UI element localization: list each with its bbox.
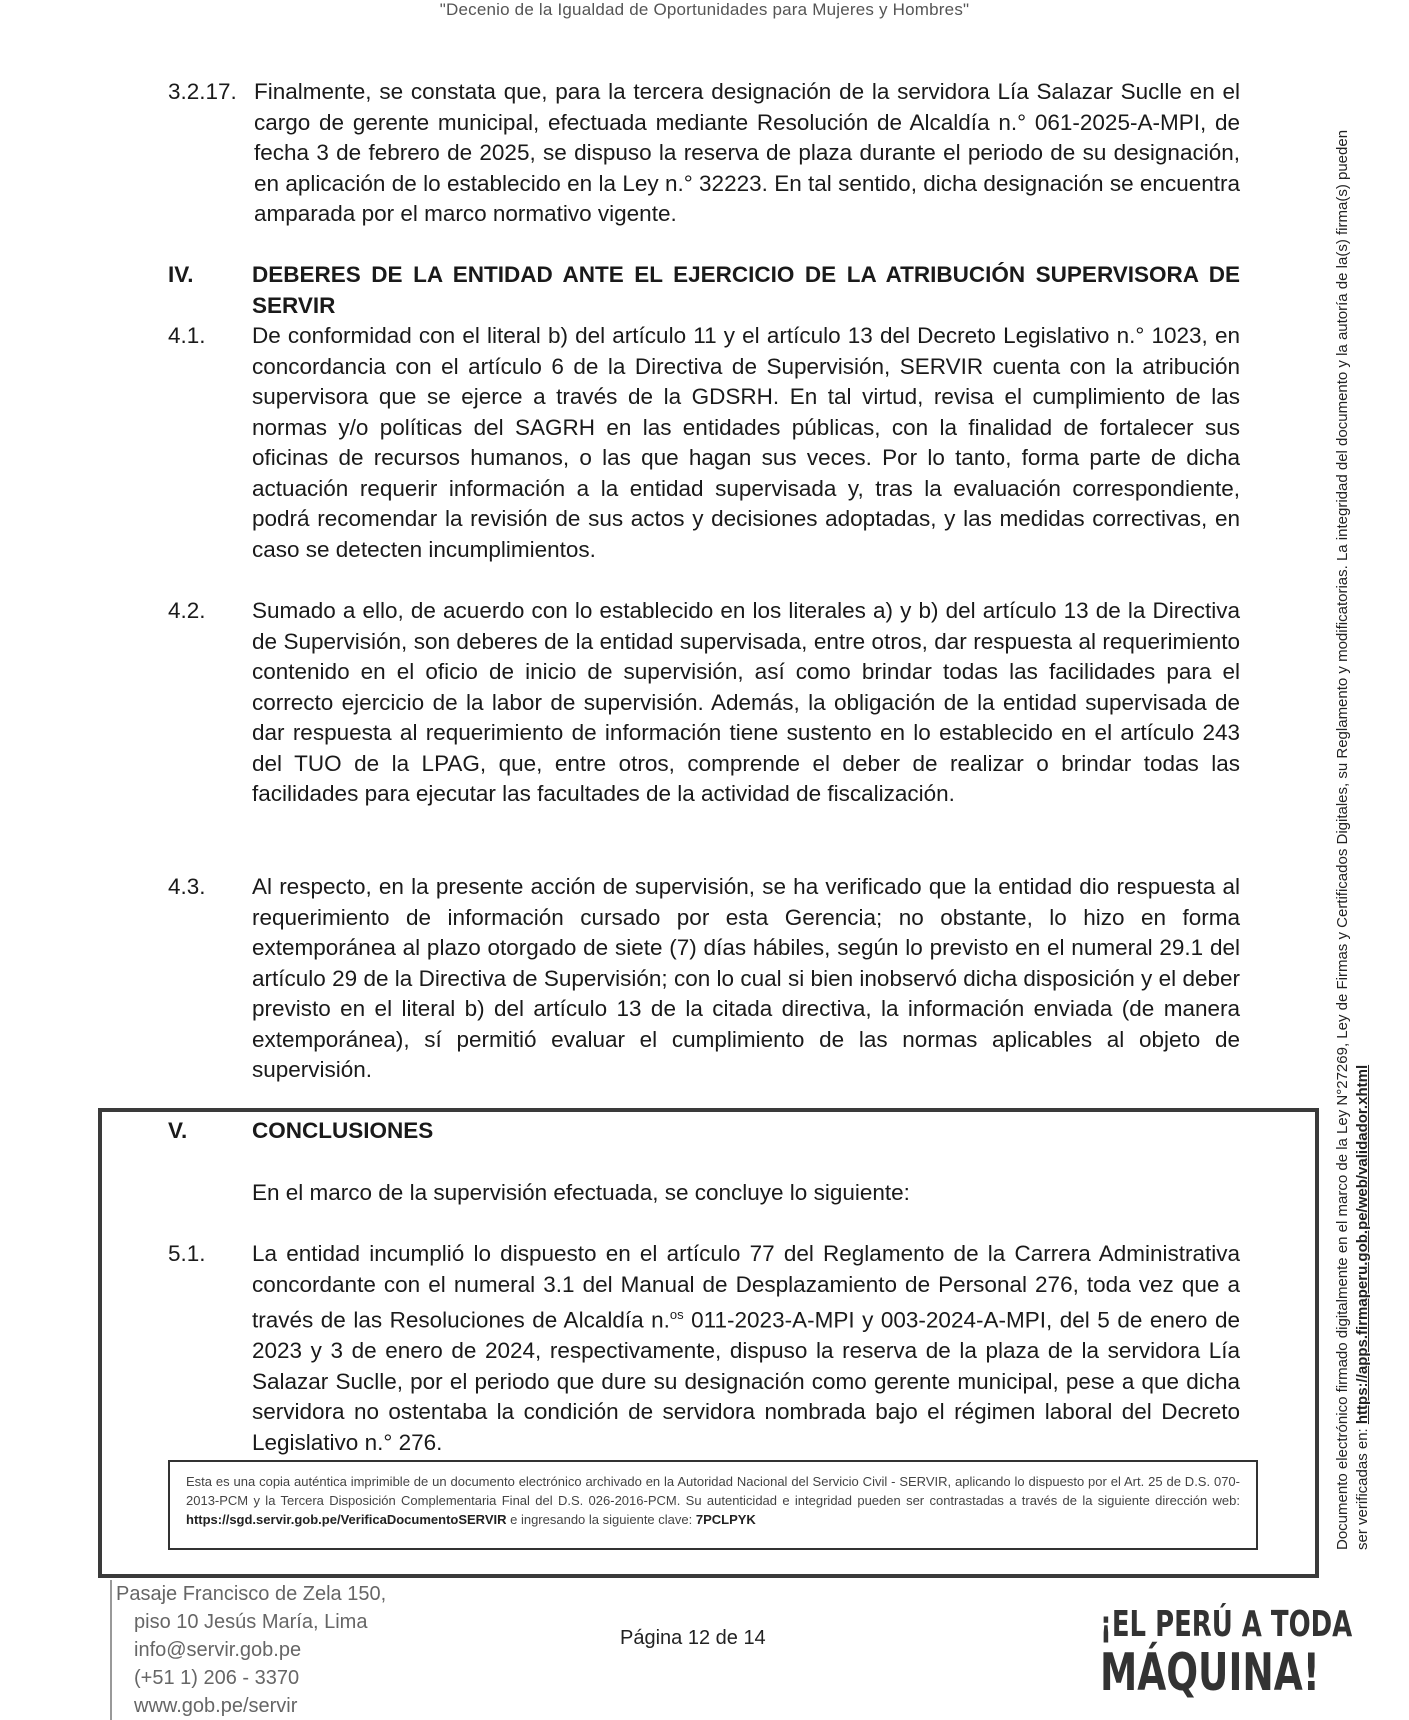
verification-key: 7PCLPYK [695, 1512, 756, 1527]
paragraph-number: 3.2.17. [168, 79, 237, 104]
paragraph-4-2 [168, 596, 1240, 810]
validator-link[interactable]: https://apps.firmaperu.gob.pe/web/validador.xhtml [1354, 1064, 1371, 1425]
section-v-heading [168, 1116, 1240, 1147]
section-number: V. [168, 1118, 188, 1143]
paragraph-number: 4.3. [168, 874, 206, 899]
paragraph-number: 4.2. [168, 598, 206, 623]
address-line: Pasaje Francisco de Zela 150, [116, 1583, 387, 1605]
paragraph-number: 4.1. [168, 323, 206, 348]
paragraph-4-3 [168, 872, 1240, 1086]
footer-website[interactable]: www.gob.pe/servir [134, 1695, 298, 1717]
section-title: CONCLUSIONES [252, 1118, 434, 1143]
paragraph-text: La entidad incumplió lo dispuesto en el artículo 77 del Reglamento de la Carrera Administrativa concordante con el numeral 3.1 del Manual de Desplazamiento de Personal 276, toda vez que a través de las Resoluciones de Alcaldía n.$^{os}$ 011-2023-A-MPI y 003-2024-A-MPI, del 5 de enero de 2023 y 3 de enero de 2024, respectivamente, dispuso la reserva de la plaza de la servidora Lía Salazar Suclle, por el periodo que dure su designación como gerente municipal, pese a que dicha servidora no ostentaba la condición de servidora nombrada bajo el régimen laboral del Decreto Legislativo n.° 276. [252, 1241, 1240, 1455]
address-line: piso 10 Jesús María, Lima [134, 1611, 368, 1633]
header-decade-note: "Decenio de la Igualdad de Oportunidades para Mujeres y Hombres" [439, 0, 970, 19]
paragraph-4-1 [168, 321, 1240, 565]
section-number: IV. [168, 262, 194, 287]
slogan-line-1: ¡EL PERÚ A TODA [1100, 1604, 1353, 1645]
footer-address [110, 1580, 416, 1720]
footer-phone: (+51 1) 206 - 3370 [134, 1667, 300, 1689]
slogan-logo [1100, 1604, 1353, 1703]
paragraph-text: De conformidad con el literal b) del artículo 11 y el artículo 13 del Decreto Legislativo n.° 1023, en concordancia con el artículo 6 de la Directiva de Supervisión, SERVIR cuenta con la atribución supervisora que se ejerce a través de la GDSRH. En tal virtud, revisa el cumplimiento de las normas y/o políticas del SAGRH en las entidades públicas, con la finalidad de fortalecer sus oficinas de recursos humanos, o las que hagan sus veces. Por lo tanto, forma parte de dicha actuación requerir información a la entidad supervisada y, tras la evaluación correspondiente, podrá recomendar la revisión de sus actos y decisiones adoptadas, y las medidas correctivas, en caso se detecten incumplimientos. [252, 323, 1240, 562]
section-title: DEBERES DE LA ENTIDAD ANTE EL EJERCICIO DE LA ATRIBUCIÓN SUPERVISORA DE SERVIR [252, 262, 1240, 318]
paragraph-text: Al respecto, en la presente acción de supervisión, se ha verificado que la entidad dio respuesta al requerimiento de información cursado por esta Gerencia; no obstante, lo hizo en forma extemporánea al plazo otorgado de siete (7) días hábiles, según lo previsto en el numeral 29.1 del artículo 29 de la Directiva de Supervisión; con lo cual si bien inobservó dicha disposición y el deber previsto en el literal b) del artículo 13 de la citada directiva, la información enviada (de manera extemporánea), sí permitió evaluar el cumplimiento de las normas aplicables al objeto de supervisión. [252, 874, 1240, 1082]
signature-note-text: Documento electrónico firmado digitalmente en el marco de la Ley N°27269, Ley de Firmas y Certificados Digitales, su Reglamento y modificatorias. La integridad del documento y la autoría de la(s) firma(s) pueden ser verificadas en: [1334, 129, 1371, 1550]
paragraph-text: Finalmente, se constata que, para la tercera designación de la servidora Lía Salazar Suclle en el cargo de gerente municipal, efectuada mediante Resolución de Alcaldía n.° 061-2025-A-MPI, de fecha 3 de febrero de 2025, se dispuso la reserva de plaza durante el periodo de su designación, en aplicación de lo establecido en la Ley n.° 32223. En tal sentido, dicha designación se encuentra amparada por el marco normativo vigente. [254, 79, 1240, 226]
paragraph-number: 5.1. [168, 1241, 206, 1266]
conclusions-intro [168, 1178, 1240, 1209]
verification-url[interactable]: https://sgd.servir.gob.pe/VerificaDocumentoSERVIR [186, 1512, 507, 1527]
ordinal-superscript: os [669, 1307, 684, 1322]
authenticity-text: Esta es una copia auténtica imprimible de un documento electrónico archivado en la Autoridad Nacional del Servicio Civil - SERVIR, aplicando lo dispuesto por el Art. 25 de D.S. 070-2013-PCM y la Tercera Disposición Complementaria Final del D.S. 026-2016-PCM. Su autenticidad e integridad pueden ser contrastadas a través de la siguiente dirección web: [186, 1474, 1240, 1508]
intro-text: En el marco de la supervisión efectuada, se concluye lo siguiente: [252, 1180, 910, 1205]
paragraph-text: Sumado a ello, de acuerdo con lo establecido en los literales a) y b) del artículo 13 de la Directiva de Supervisión, son deberes de la entidad supervisada, entre otros, dar respuesta al requerimiento contenido en el oficio de inicio de supervisión, así como brindar todas las facilidades para el correcto ejercicio de la labor de supervisión. Además, la obligación de la entidad supervisada de dar respuesta al requerimiento de información tiene sustento en lo establecido en el artículo 243 del TUO de la LPAG, que, entre otros, comprende el deber de realizar o brindar todas las facilidades para ejecutar las facultades de la actividad de fiscalización. [252, 598, 1240, 806]
digital-signature-note [1333, 110, 1373, 1550]
section-iv-heading [168, 260, 1240, 321]
paragraph-3-2-17 [168, 77, 1240, 230]
paragraph-5-1 [168, 1239, 1240, 1458]
footer-email[interactable]: info@servir.gob.pe [134, 1639, 302, 1661]
authenticity-notice: Esta es una copia auténtica imprimible de un documento electrónico archivado en la Autoridad Nacional del Servicio Civil - SERVIR, aplicando lo dispuesto por el Art. 25 de D.S. 070-2013-PCM y la Tercera Disposición Complementaria Final del D.S. 026-2016-PCM. Su autenticidad e integridad pueden ser contrastadas a través de la siguiente dirección web: https://sgd.servir.gob.pe/VerificaDocumentoSERVIR e ingresando la siguiente clave: 7PCLPYK [168, 1460, 1258, 1550]
page-number: Página 12 de 14 [620, 1627, 766, 1649]
slogan-line-2: MÁQUINA! [1100, 1643, 1320, 1703]
